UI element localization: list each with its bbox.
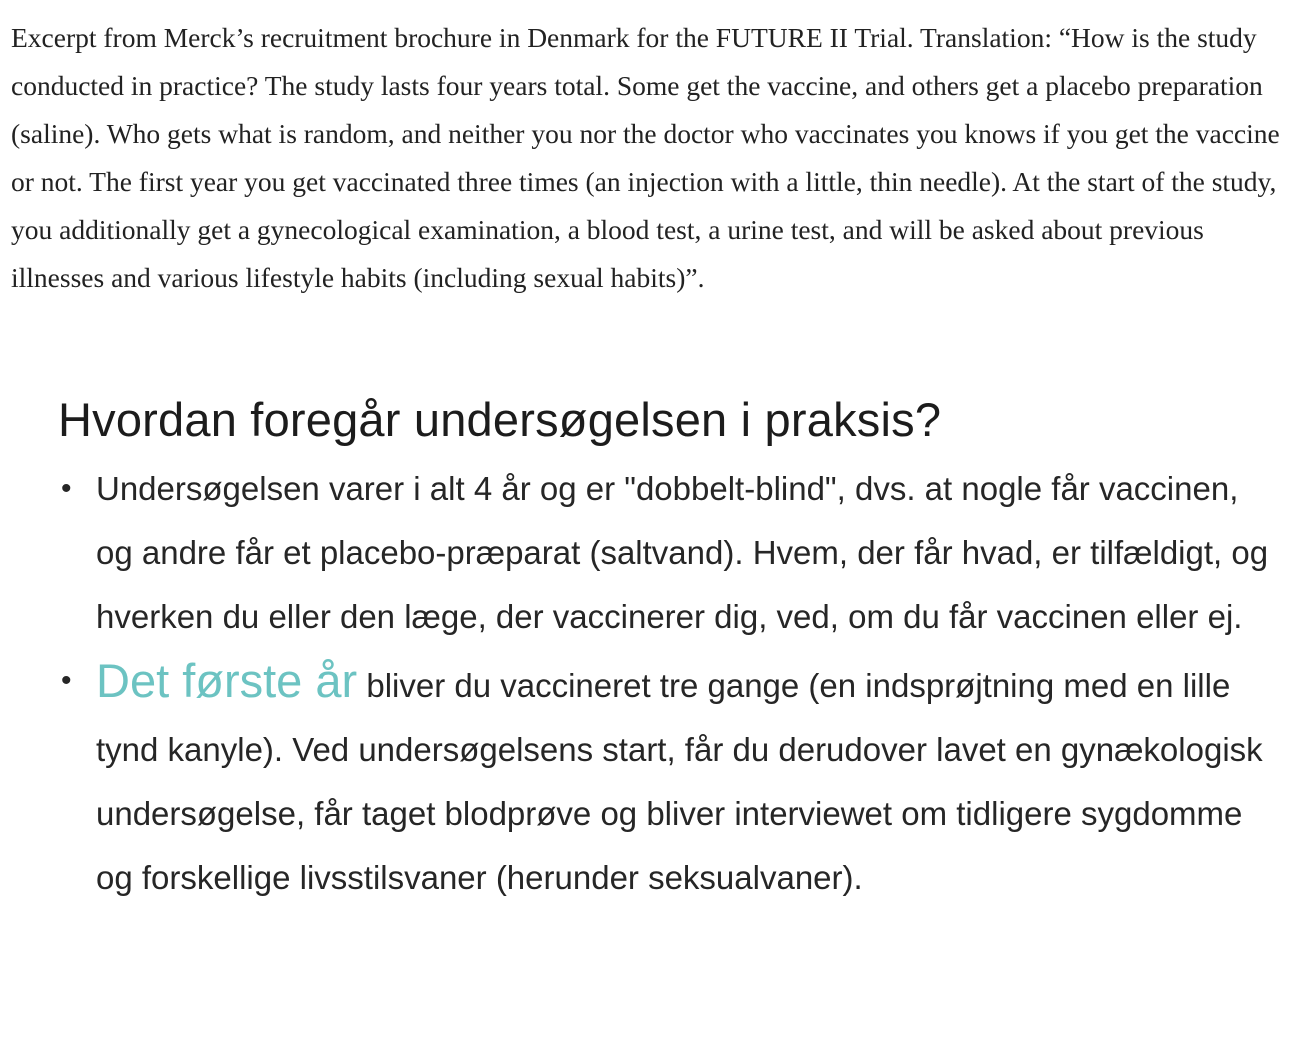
brochure-excerpt (58, 383, 1278, 910)
bullet-icon: • (61, 664, 72, 697)
bullet-list (58, 457, 1278, 910)
bullet-text: Undersøgelsen varer i alt 4 år og er "dobbelt-blind", dvs. at nogle får vaccinen, og andre får et placebo-præparat (saltvand). Hvem, der får hvad, er tilfældigt, og hverken du eller den læge, der vaccinerer dig, ved, om du får vaccinen eller ej. (96, 470, 1269, 635)
bullet-icon: • (61, 472, 72, 505)
bullet-item-first-year (58, 649, 1278, 910)
highlight-text: Det første år (96, 654, 358, 707)
caption-text: Excerpt from Merck’s recruitment brochure in Denmark for the FUTURE II Trial. Translation: “How is the study conducted in practice? The study lasts four years total. Some get the vaccine, and others get a placebo preparation (saline). Who gets what is random, and neither you nor the doctor who vaccinates you knows if you get the vaccine or not. The first year you get vaccinated three times (an injection with a little, thin needle). At the start of the study, you additionally get a gynecological examination, a blood test, a urine test, and will be asked about previous illnesses and various lifestyle habits (including sexual habits)”. (11, 22, 1280, 293)
excerpt-title: Hvordan foregår undersøgelsen i praksis? (58, 393, 942, 446)
bullet-item-study-design (58, 457, 1278, 649)
bullet-text: bliver du vaccineret tre gange (en indsprøjtning med en lille tynd kanyle). Ved undersøgelsens start, får du derudover lavet en gynækologisk undersøgelse, får taget blodprøve og bliver interviewet om tidligere sygdomme og forskellige livsstilsvaner (herunder seksualvaner). (96, 667, 1263, 896)
